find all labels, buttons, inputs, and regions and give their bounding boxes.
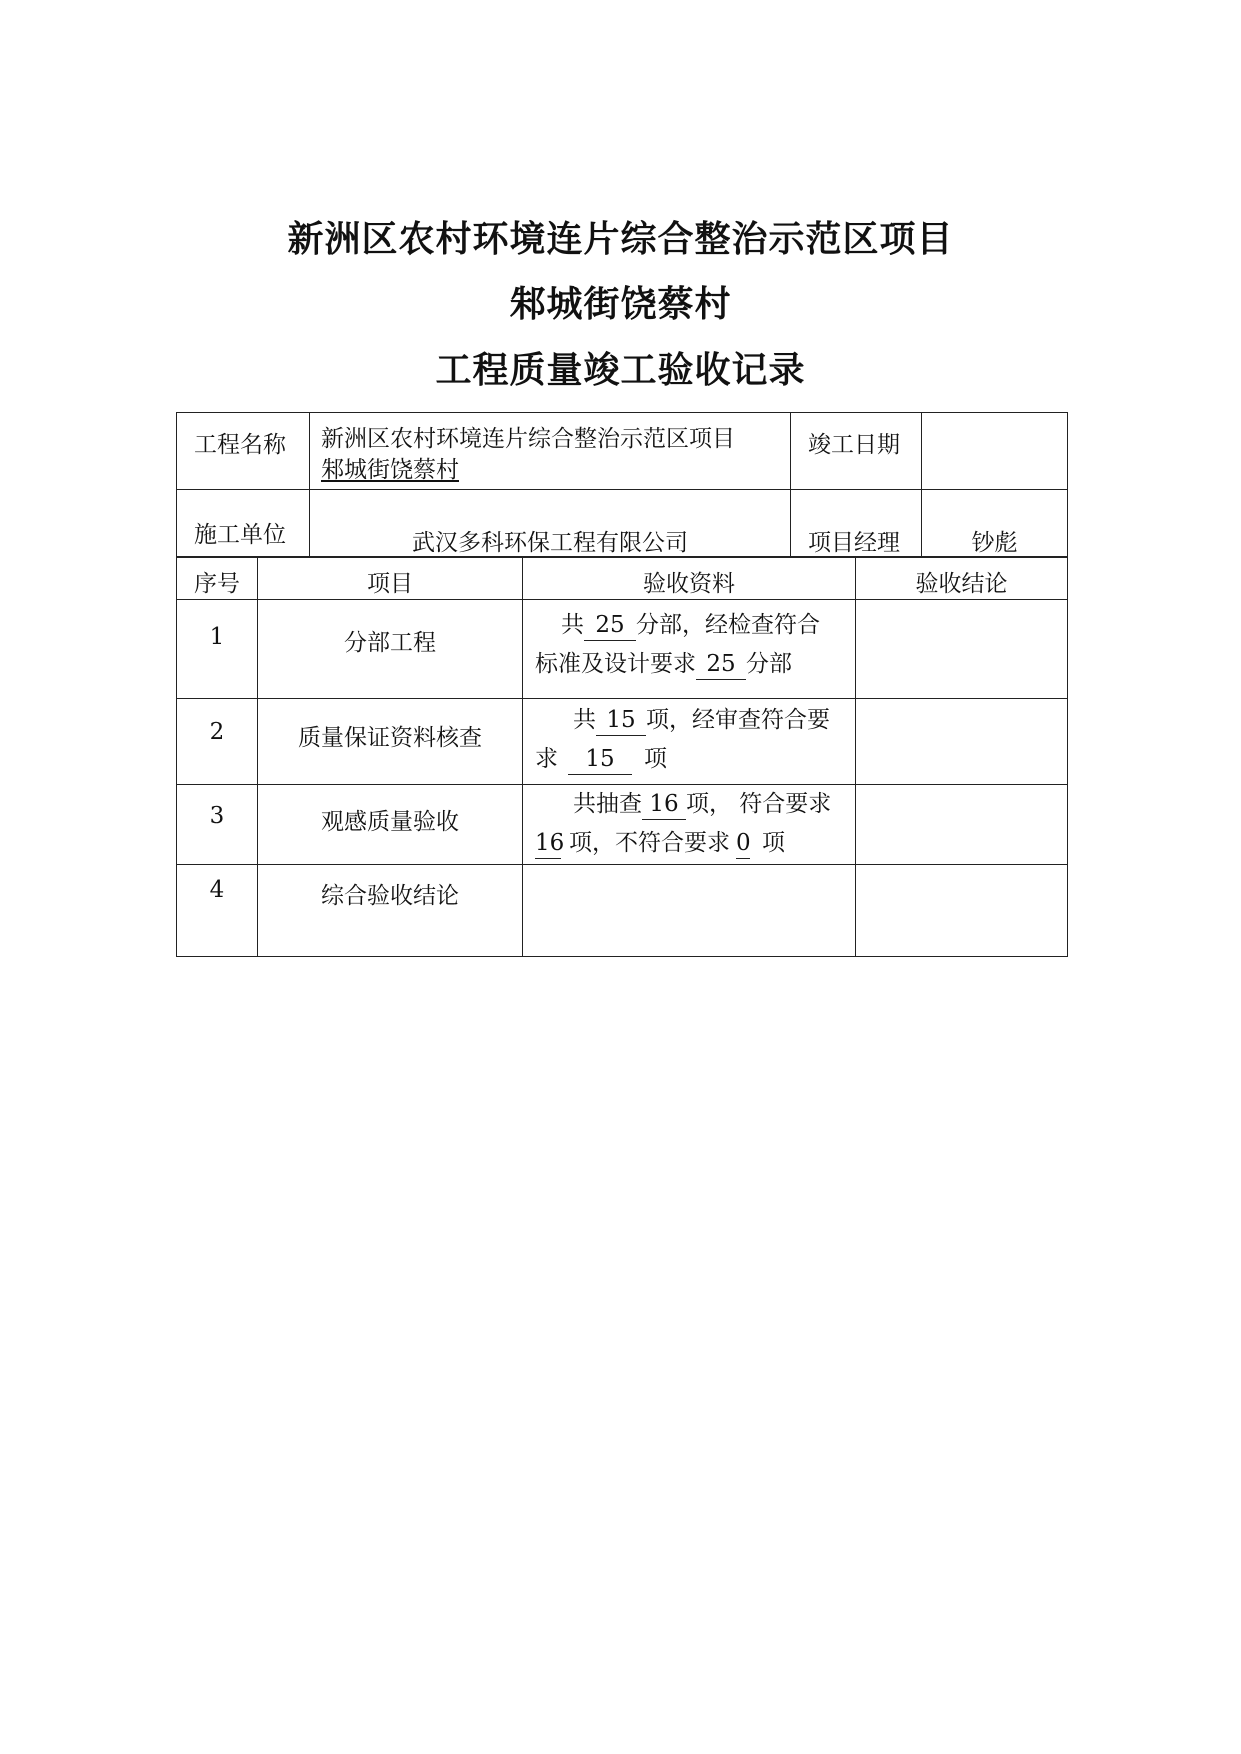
filled-value: 25 (696, 649, 746, 680)
row-item: 质量保证资料核查 (258, 699, 523, 785)
project-name-line-1: 新洲区农村环境连片综合整治示范区项目 (321, 426, 735, 452)
table-row (177, 699, 1068, 785)
filled-value: 16 (535, 828, 561, 859)
row-item: 观感质量验收 (258, 785, 523, 865)
row-conclusion (856, 699, 1068, 785)
row-item: 分部工程 (258, 600, 523, 699)
row-item: 综合验收结论 (258, 865, 523, 957)
project-name-cell (310, 413, 791, 490)
header-item: 项目 (258, 557, 523, 600)
row-no: 3 (177, 785, 258, 865)
text-fragment: 共 (573, 707, 596, 733)
row-no: 1 (177, 600, 258, 699)
text-fragment: 项 (762, 830, 785, 856)
text-fragment: 项，经审查符合要 (646, 707, 830, 733)
manager-value: 钞彪 (922, 490, 1068, 558)
filled-value: 16 (642, 789, 686, 820)
text-fragment: 分部 (746, 651, 792, 677)
header-material: 验收资料 (523, 557, 856, 600)
text-fragment: 共抽查 (573, 791, 642, 817)
contractor-value: 武汉多科环保工程有限公司 (310, 490, 791, 558)
filled-value: 15 (596, 705, 646, 736)
row-no: 2 (177, 699, 258, 785)
table-header-row (177, 557, 1068, 600)
table-row (177, 865, 1068, 957)
header-no: 序号 (177, 557, 258, 600)
text-fragment: 求 (535, 746, 558, 772)
filled-value: 15 (568, 744, 632, 775)
title-line-2: 邾城街饶蔡村 (509, 284, 732, 325)
text-fragment: 项， 符合要求 (686, 791, 832, 817)
completion-date-value (922, 413, 1068, 490)
row-material (523, 785, 856, 865)
header-conclusion: 验收结论 (856, 557, 1068, 600)
filled-value: 0 (736, 828, 750, 859)
row-conclusion (856, 600, 1068, 699)
text-fragment: 项 (644, 746, 667, 772)
contractor-label: 施工单位 (177, 490, 310, 558)
title-line-1: 新洲区农村环境连片综合整治示范区项目 (287, 219, 954, 260)
row-material (523, 865, 856, 957)
title-line-3: 工程质量竣工验收记录 (435, 350, 806, 391)
row-material (523, 600, 856, 699)
manager-label: 项目经理 (791, 490, 922, 558)
project-name-label: 工程名称 (177, 413, 310, 490)
acceptance-table (176, 556, 1068, 957)
project-name-line-2: 邾城街饶蔡村 (321, 457, 459, 483)
row-no: 4 (177, 865, 258, 957)
text-fragment: 项，不符合要求 (569, 830, 730, 856)
table-row (177, 600, 1068, 699)
filled-value: 25 (584, 610, 636, 641)
completion-date-label: 竣工日期 (791, 413, 922, 490)
row-material (523, 699, 856, 785)
text-fragment: 标准及设计要求 (535, 651, 696, 677)
project-info-table (176, 412, 1068, 558)
row-conclusion (856, 785, 1068, 865)
table-row (177, 785, 1068, 865)
text-fragment: 共 (561, 612, 584, 638)
text-fragment: 分部，经检查符合 (636, 612, 820, 638)
row-conclusion (856, 865, 1068, 957)
